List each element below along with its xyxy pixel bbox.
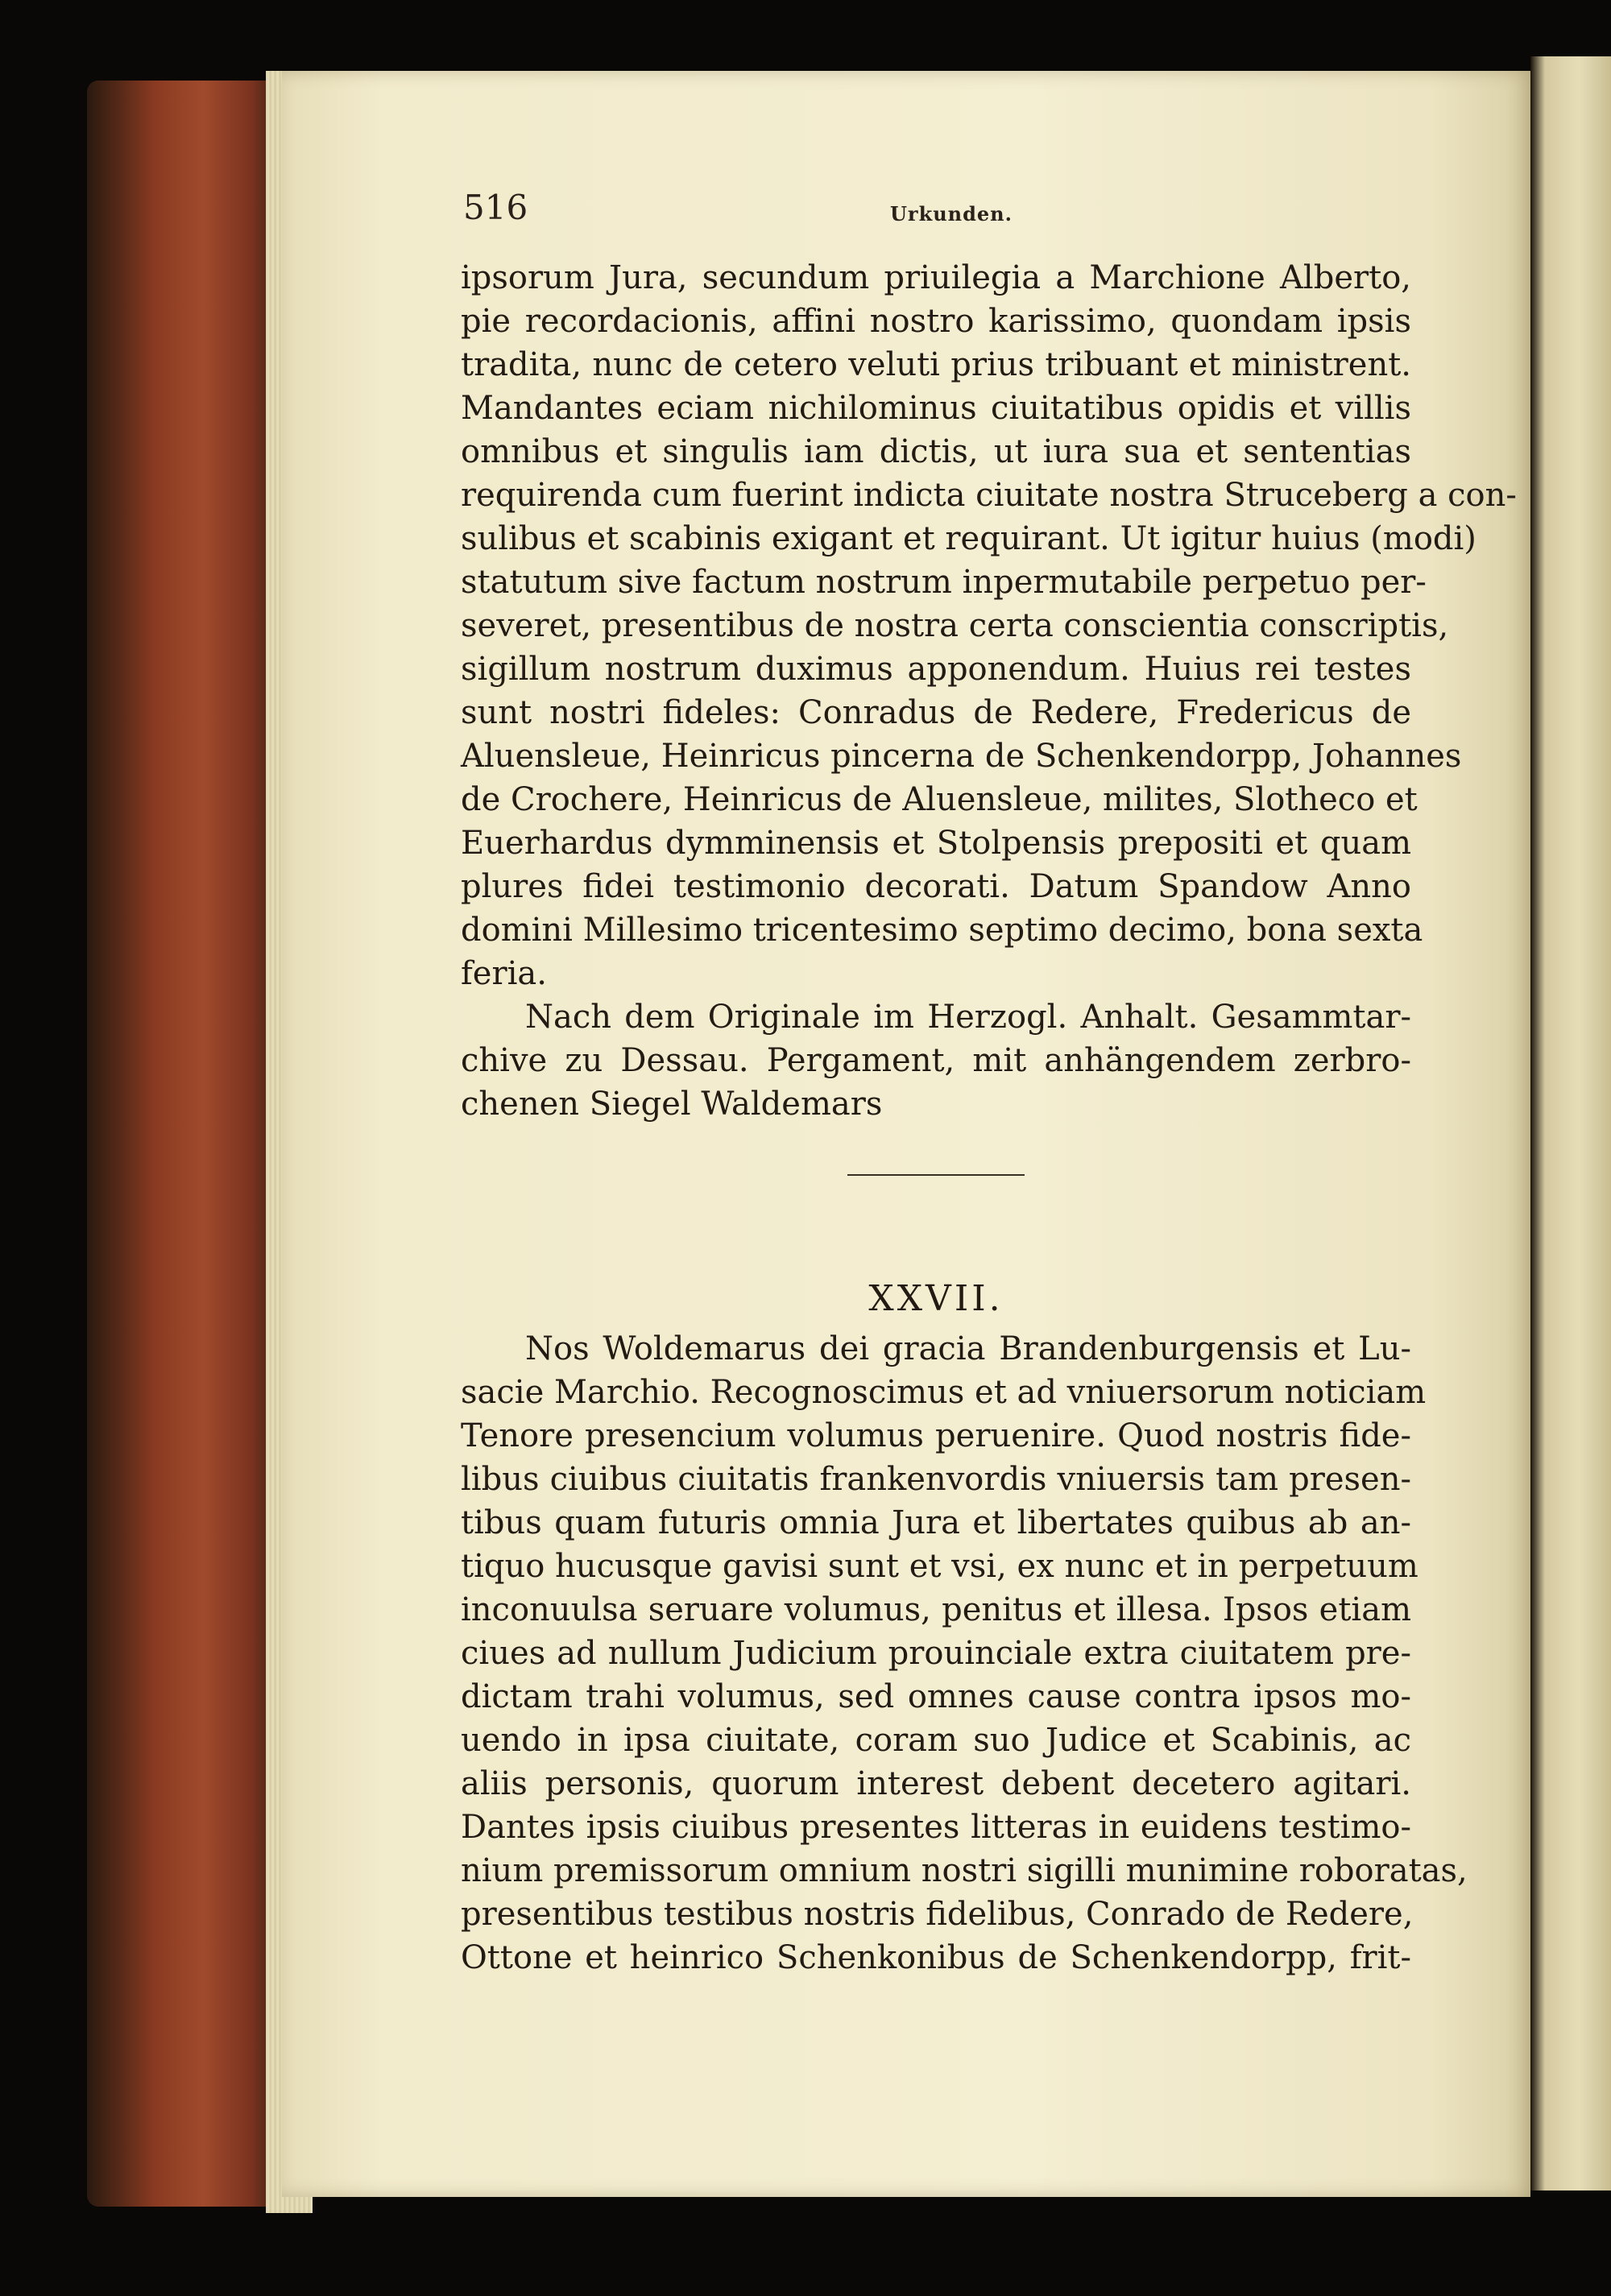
text-line: Dantes ipsis ciuibus presentes litteras in euidens testimo-: [461, 1809, 1411, 1846]
text-line: uendo in ipsa ciuitate, coram suo Judice et Scabinis, ac: [461, 1722, 1411, 1759]
section-heading: XXVII.: [868, 1278, 1004, 1319]
source-note-line: chenen Siegel Waldemars: [461, 1086, 883, 1123]
text-line: Aluensleue, Heinricus pincerna de Schenkendorpp, Johannes: [461, 738, 1462, 775]
text-line: statutum sive factum nostrum inpermutabile perpetuo per-: [461, 564, 1427, 601]
document-xxvii: [461, 1327, 1468, 1980]
text-line: feria.: [461, 955, 547, 992]
text-line: Mandantes eciam nichilominus ciuitatibus opidis et villis: [461, 390, 1411, 427]
text-line: tradita, nunc de cetero veluti prius tribuant et ministrent.: [461, 346, 1411, 383]
text-line: sulibus et scabinis exigant et requirant. Ut igitur huius (modi): [461, 520, 1476, 557]
document-xxvi-ending: [461, 256, 1517, 1126]
text-line: sunt nostri fideles: Conradus de Redere, Fredericus de: [461, 694, 1411, 731]
page-header: [463, 181, 1406, 238]
text-line: requirenda cum fuerint indicta ciuitate nostra Struceberg a con-: [461, 477, 1517, 514]
text-line: libus ciuibus ciuitatis frankenvordis vniuersis tam presen-: [461, 1461, 1411, 1498]
page-number: 516: [463, 188, 528, 227]
book-fore-edge: [87, 81, 280, 2207]
text-line: ipsorum Jura, secundum priuilegia a Marchione Alberto,: [461, 259, 1411, 296]
text-line: dictam trahi volumus, sed omnes cause contra ipsos mo-: [461, 1678, 1411, 1715]
text-line: omnibus et singulis iam dictis, ut iura sua et sententias: [461, 433, 1411, 470]
text-line: pie recordacionis, affini nostro karissimo, quondam ipsis: [461, 303, 1411, 340]
text-line: severet, presentibus de nostra certa conscientia conscriptis,: [461, 607, 1449, 644]
text-line: tiquo hucusque gavisi sunt et vsi, ex nunc et in perpetuum: [461, 1548, 1418, 1585]
text-line: de Crochere, Heinricus de Aluensleue, milites, Slotheco et: [461, 781, 1418, 818]
text-line: Tenore presencium volumus peruenire. Quod nostris fide-: [461, 1417, 1411, 1454]
text-line: Nos Woldemarus dei gracia Brandenburgensis et Lu-: [525, 1330, 1411, 1367]
page-text: [461, 256, 1517, 1980]
text-line: sacie Marchio. Recognoscimus et ad vniuersorum noticiam: [461, 1374, 1427, 1411]
text-line: nium premissorum omnium nostri sigilli munimine roboratas,: [461, 1852, 1468, 1889]
running-head: Urkunden.: [890, 202, 1013, 225]
text-line: aliis personis, quorum interest debent decetero agitari.: [461, 1765, 1411, 1802]
source-note-line: Nach dem Originale im Herzogl. Anhalt. Gesammtar-: [525, 999, 1411, 1036]
text-line: domini Millesimo tricentesimo septimo decimo, bona sexta: [461, 912, 1423, 949]
text-line: Ottone et heinrico Schenkonibus de Schenkendorpp, frit-: [461, 1939, 1411, 1976]
facing-page-edge: [1530, 56, 1611, 2191]
text-line: sigillum nostrum duximus apponendum. Huius rei testes: [461, 651, 1411, 688]
text-line: Euerhardus dymminensis et Stolpensis prepositi et quam: [461, 825, 1411, 862]
text-line: presentibus testibus nostris fidelibus, Conrado de Redere,: [461, 1896, 1414, 1933]
section-divider: [847, 1174, 1025, 1176]
text-line: ciues ad nullum Judicium prouinciale extra ciuitatem pre-: [461, 1635, 1411, 1672]
text-line: tibus quam futuris omnia Jura et libertates quibus ab an-: [461, 1504, 1411, 1541]
source-note-line: chive zu Dessau. Pergament, mit anhängendem zerbro-: [461, 1042, 1411, 1079]
text-line: inconuulsa seruare volumus, penitus et illesa. Ipsos etiam: [461, 1591, 1411, 1628]
text-line: plures fidei testimonio decorati. Datum Spandow Anno: [461, 868, 1411, 905]
